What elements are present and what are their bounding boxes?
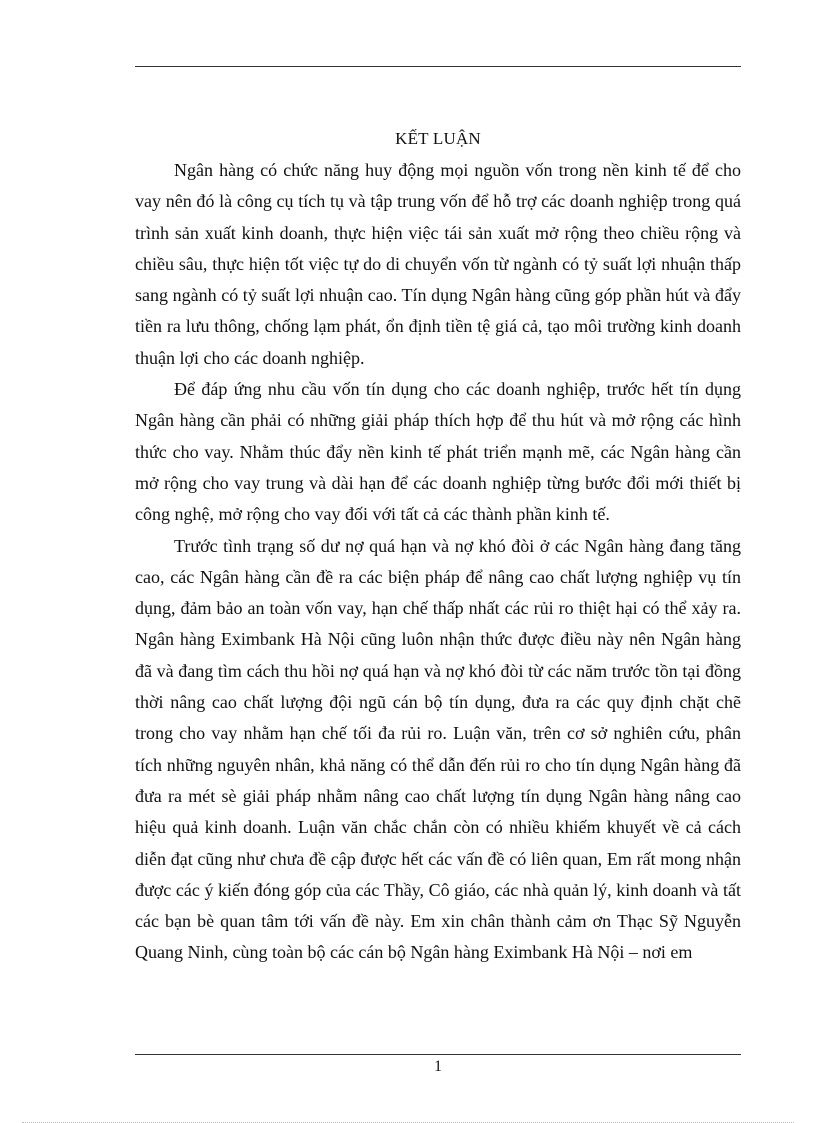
paragraph-3: Trước tình trạng số dư nợ quá hạn và nợ khó đòi ở các Ngân hàng đang tăng cao, các Ngân hàng cần đề ra các biện pháp để nâng cao chất lượng nghiệp vụ tín dụng, đảm bảo an toàn vốn vay, hạn chế thấp nhất các rủi ro thiệt hại có thể xảy ra. Ngân hàng Eximbank Hà Nội cũng luôn nhận thức được điều này nên Ngân hàng đã và đang tìm cách thu hồi nợ quá hạn và nợ khó đòi từ các năm trước tồn tại đồng thời nâng cao chất lượng đội ngũ cán bộ tín dụng, đưa ra các quy định chặt chẽ trong cho vay nhằm hạn chế tối đa rủi ro. Luận văn, trên cơ sở nghiên cứu, phân tích những nguyên nhân, khả năng có thể dẫn đến rủi ro cho tín dụng Ngân hàng đã đưa ra mét sè giải pháp nhằm nâng cao chất lượng tín dụng Ngân hàng nâng cao hiệu quả kinh doanh. Luận văn chắc chắn còn có nhiều khiếm khuyết về cả cách diễn đạt cũng như chưa đề cập được hết các vấn đề có liên quan, Em rất mong nhận được các ý kiến đóng góp của các Thầy, Cô giáo, các nhà quản lý, kinh doanh và tất các bạn bè quan tâm tới vấn đề này. Em xin chân thành cảm ơn Thạc Sỹ Nguyễn Quang Ninh, cùng toàn bộ các cán bộ Ngân hàng Eximbank Hà Nội – nơi em bbox=[135, 535, 741, 963]
document-body bbox=[135, 155, 741, 969]
page-number: 1 bbox=[434, 1058, 442, 1075]
paragraph-2: Để đáp ứng nhu cầu vốn tín dụng cho các doanh nghiệp, trước hết tín dụng Ngân hàng cần phải có những giải pháp thích hợp để thu hút và mở rộng các hình thức cho vay. Nhằm thúc đẩy nền kinh tế phát triển mạnh mẽ, các Ngân hàng cần mở rộng cho vay trung và dài hạn để các doanh nghiệp từng bước đổi mới thiết bị công nghệ, mở rộng cho vay đối với tất cả các thành phần kinh tế. bbox=[135, 379, 741, 525]
page-title: KẾT LUẬN bbox=[395, 129, 481, 148]
footer-rule bbox=[135, 1054, 741, 1055]
header-rule bbox=[135, 66, 741, 67]
paragraph-1: Ngân hàng có chức năng huy động mọi nguồn vốn trong nền kinh tế để cho vay nên đó là công cụ tích tụ và tập trung vốn để hỗ trợ các doanh nghiệp trong quá trình sản xuất kinh doanh, thực hiện việc tái sản xuất mở rộng theo chiều rộng và chiều sâu, thực hiện tốt việc tự do di chuyển vốn từ ngành có tỷ suất lợi nhuận thấp sang ngành có tỷ suất lợi nhuận cao. Tín dụng Ngân hàng cũng góp phần hút và đẩy tiền ra lưu thông, chống lạm phát, ổn định tiền tệ giá cả, tạo môi trường kinh doanh thuận lợi cho các doanh nghiệp. bbox=[135, 160, 741, 368]
